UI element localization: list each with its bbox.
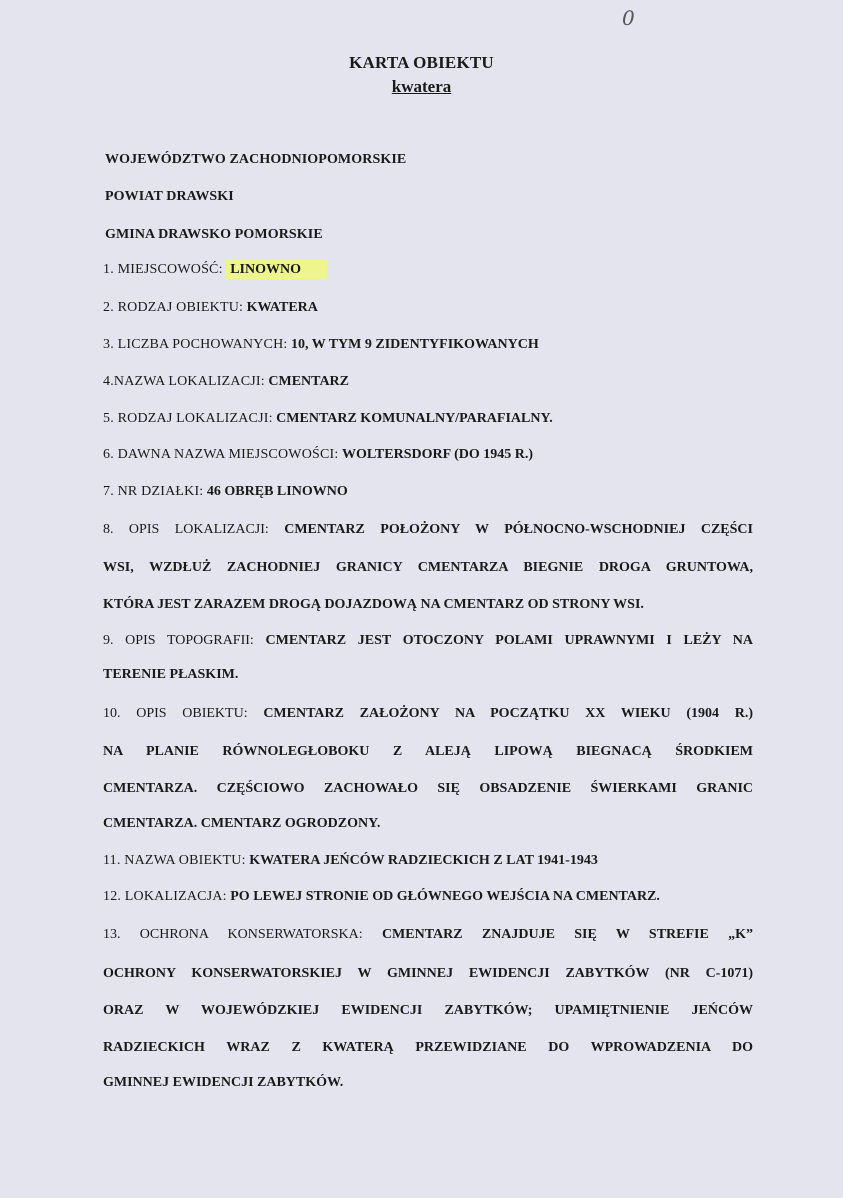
- field-label: 7. NR DZIAŁKI:: [103, 484, 204, 499]
- field-burials-count: [103, 337, 539, 353]
- field-conservation: [103, 927, 753, 943]
- document-subtitle: kwatera: [391, 77, 452, 96]
- field-label: 4.NAZWA LOKALIZACJI:: [103, 374, 265, 389]
- field-value: CMENTARZ KOMUNALNY/PARAFIALNY.: [276, 411, 553, 426]
- field-placement: [103, 889, 660, 905]
- field-value-line: WSI, WZDŁUŻ ZACHODNIEJ GRANICY CMENTARZA BIEGNIE DROGA GRUNTOWA,: [103, 560, 753, 575]
- field-label: 3. LICZBA POCHOWANYCH:: [103, 337, 288, 352]
- field-value-line: GMINNEJ EWIDENCJI ZABYTKÓW.: [103, 1075, 344, 1090]
- field-value-line: TERENIE PŁASKIM.: [103, 667, 239, 682]
- field-label: 1. MIEJSCOWOŚĆ:: [103, 262, 223, 277]
- field-value-line: NA PLANIE RÓWNOLEGŁOBOKU Z ALEJĄ LIPOWĄ BIEGNACĄ ŚRODKIEM: [103, 744, 753, 759]
- field-object-type: [103, 300, 318, 316]
- field-value-line: ORAZ W WOJEWÓDZKIEJ EWIDENCJI ZABYTKÓW; UPAMIĘTNIENIE JEŃCÓW: [103, 1003, 753, 1018]
- field-label: 9. OPIS TOPOGRAFII:: [103, 633, 254, 648]
- field-label: 5. RODZAJ LOKALIZACJI:: [103, 411, 273, 426]
- field-label: 12. LOKALIZACJA:: [103, 889, 227, 904]
- field-value: PO LEWEJ STRONIE OD GŁÓWNEGO WEJŚCIA NA CMENTARZ.: [230, 889, 660, 904]
- field-value-line: RADZIECKICH WRAZ Z KWATERĄ PRZEWIDZIANE DO WPROWADZENIA DO: [103, 1040, 753, 1055]
- field-value: 46 OBRĘB LINOWNO: [206, 484, 348, 499]
- handwritten-mark: 0: [622, 6, 635, 30]
- field-value: KWATERA: [246, 300, 318, 315]
- field-location-description: [103, 522, 753, 538]
- field-former-name: [103, 447, 533, 463]
- field-value-line: CMENTARZ ZNAJDUJE SIĘ W STREFIE „K”: [381, 927, 753, 942]
- field-topography: [103, 633, 753, 649]
- county: POWIAT DRAWSKI: [105, 189, 234, 204]
- field-value-line: KTÓRA JEST ZARAZEM DROGĄ DOJAZDOWĄ NA CMENTARZ OD STRONY WSI.: [103, 597, 644, 612]
- field-label: 6. DAWNA NAZWA MIEJSCOWOŚCI:: [103, 447, 339, 462]
- field-label: 11. NAZWA OBIEKTU:: [103, 853, 246, 868]
- field-value-line: OCHRONY KONSERWATORSKIEJ W GMINNEJ EWIDENCJI ZABYTKÓW (NR C-1071): [103, 966, 753, 981]
- voivodeship: WOJEWÓDZTWO ZACHODNIOPOMORSKIE: [105, 152, 407, 167]
- field-label: 8. OPIS LOKALIZACJI:: [103, 522, 269, 537]
- document-title: KARTA OBIEKTU: [349, 53, 494, 72]
- field-object-description: [103, 706, 753, 722]
- field-value-line: CMENTARZ ZAŁOŻONY NA POCZĄTKU XX WIEKU (1904 R.): [263, 706, 753, 721]
- field-value-line: CMENTARZ POŁOŻONY W PÓŁNOCNO-WSCHODNIEJ CZĘŚCI: [284, 522, 753, 537]
- field-value-line: CMENTARZ JEST OTOCZONY POLAMI UPRAWNYMI I LEŻY NA: [265, 633, 754, 648]
- field-label: 13. OCHRONA KONSERWATORSKA:: [103, 927, 363, 942]
- field-value: CMENTARZ: [268, 374, 350, 389]
- field-value: 10, W TYM 9 ZIDENTYFIKOWANYCH: [290, 337, 539, 352]
- municipality: GMINA DRAWSKO POMORSKIE: [105, 227, 323, 242]
- field-value-line: CMENTARZA. CZĘŚCIOWO ZACHOWAŁO SIĘ OBSADZENIE ŚWIERKAMI GRANIC: [103, 781, 753, 796]
- field-value: WOLTERSDORF (DO 1945 R.): [341, 447, 534, 462]
- field-value-line: CMENTARZA. CMENTARZ OGRODZONY.: [103, 816, 381, 831]
- field-plot-number: [103, 484, 348, 500]
- field-value: KWATERA JEŃCÓW RADZIECKICH Z LAT 1941-1943: [249, 853, 598, 868]
- field-value-highlighted: LINOWNO: [226, 260, 327, 279]
- field-label: 10. OPIS OBIEKTU:: [103, 706, 248, 721]
- field-location-type: [103, 411, 553, 427]
- field-object-name: [103, 853, 598, 869]
- field-locality: [103, 262, 327, 278]
- field-location-name: [103, 374, 349, 390]
- field-label: 2. RODZAJ OBIEKTU:: [103, 300, 244, 315]
